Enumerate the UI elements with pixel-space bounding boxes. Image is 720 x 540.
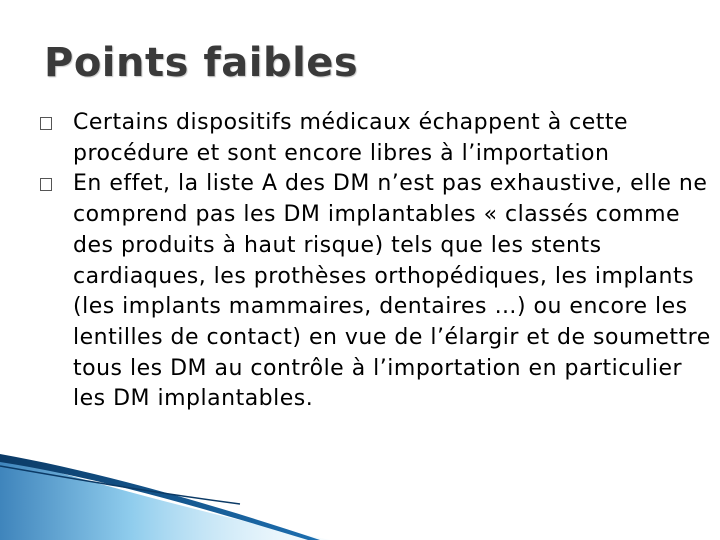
bullet-text: Certains dispositifs médicaux échappent à cette procédure et sont encore libres à l’importation [73, 110, 629, 166]
slide-title: Points faibles [44, 40, 359, 86]
bullet-item [40, 169, 712, 415]
bullet-item [40, 108, 712, 169]
square-bullet-icon [40, 178, 52, 191]
decorative-swoosh [0, 440, 720, 540]
bullet-text: En effet, la liste A des DM n’est pas exhaustive, elle ne comprend pas les DM implantables « classés comme des produits à haut risque) tels que les stents cardiaques, les prothèses orthopédiques, les implants (les implants mammaires, dentaires …) ou encore les lentilles de contact) en vue de l’élargir et de soumettre tous les DM au contrôle à l’importation en particulier les DM implantables. [73, 171, 711, 412]
bullet-list [40, 108, 712, 415]
square-bullet-icon [40, 117, 52, 130]
